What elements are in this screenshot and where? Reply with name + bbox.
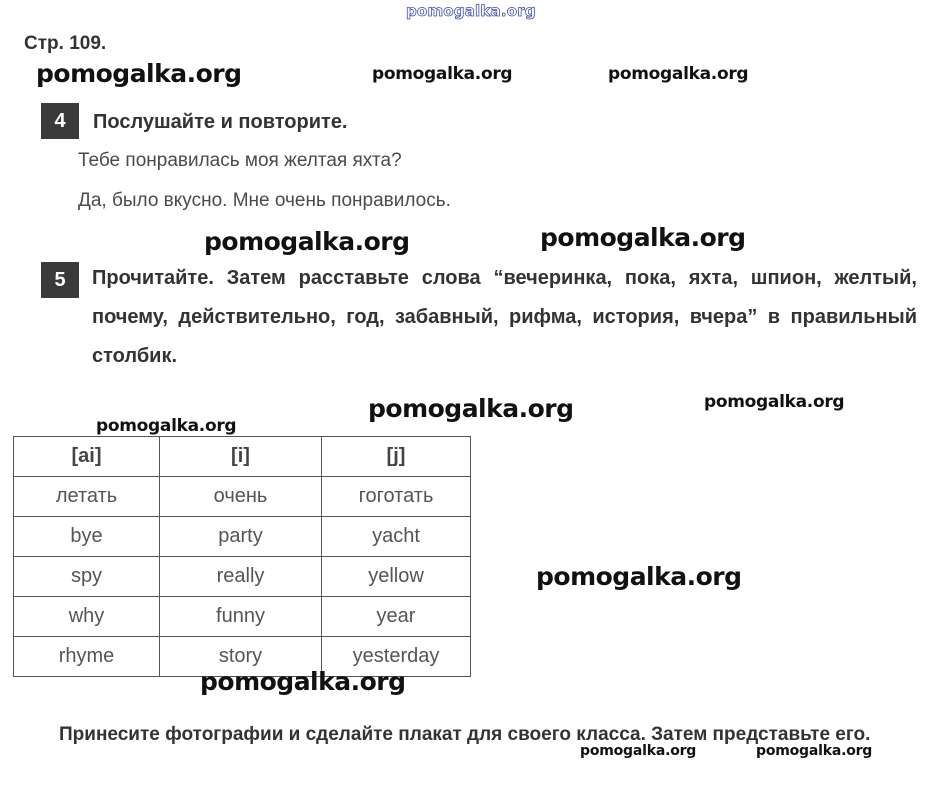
table-cell: летать [14, 477, 160, 517]
task-number-badge: 5 [41, 262, 79, 298]
watermark: pomogalka.org [756, 743, 873, 759]
watermark-top: pomogalka.org [406, 2, 536, 20]
table-cell: party [160, 517, 322, 557]
page-number: Стр. 109. [24, 33, 107, 54]
column-header: [ai] [14, 437, 160, 477]
watermark: pomogalka.org [536, 562, 742, 591]
table-cell: гоготать [322, 477, 471, 517]
table-cell: why [14, 597, 160, 637]
column-header: [j] [322, 437, 471, 477]
watermark: pomogalka.org [36, 59, 242, 88]
table-cell: yesterday [322, 637, 471, 677]
watermark: pomogalka.org [540, 223, 746, 252]
table-cell: story [160, 637, 322, 677]
task-number-badge: 4 [41, 103, 79, 139]
table-cell: yellow [322, 557, 471, 597]
watermark: pomogalka.org [608, 64, 749, 84]
task-heading: Послушайте и повторите. [93, 111, 348, 133]
watermark: pomogalka.org [704, 392, 845, 412]
watermark: pomogalka.org [200, 667, 406, 696]
task-instructions: Принесите фотографии и сделайте плакат для своего класса. Затем представьте его. [59, 724, 871, 745]
watermark: pomogalka.org [96, 416, 237, 436]
table-cell: spy [14, 557, 160, 597]
column-header: [i] [160, 437, 322, 477]
table-cell: funny [160, 597, 322, 637]
watermark: pomogalka.org [580, 743, 697, 759]
word-table [13, 436, 471, 677]
watermark: pomogalka.org [204, 227, 410, 256]
table-row [14, 557, 471, 597]
watermark: pomogalka.org [368, 394, 574, 423]
table-cell: rhyme [14, 637, 160, 677]
table-row [14, 597, 471, 637]
dialogue-line: Да, было вкусно. Мне очень понравилось. [78, 190, 451, 211]
dialogue-line: Тебе понравилась моя желтая яхта? [78, 150, 402, 171]
table-cell: очень [160, 477, 322, 517]
table-cell: bye [14, 517, 160, 557]
task-instructions: Прочитайте. Затем расставьте слова “вечеринка, пока, яхта, шпион, желтый, почему, действительно, год, забавный, рифма, история, вчера” в правильный столбик. [92, 267, 917, 367]
table-cell: really [160, 557, 322, 597]
table-header-row [14, 437, 471, 477]
table-cell: year [322, 597, 471, 637]
table-row [14, 517, 471, 557]
watermark: pomogalka.org [372, 64, 513, 84]
table-row [14, 477, 471, 517]
table-cell: yacht [322, 517, 471, 557]
